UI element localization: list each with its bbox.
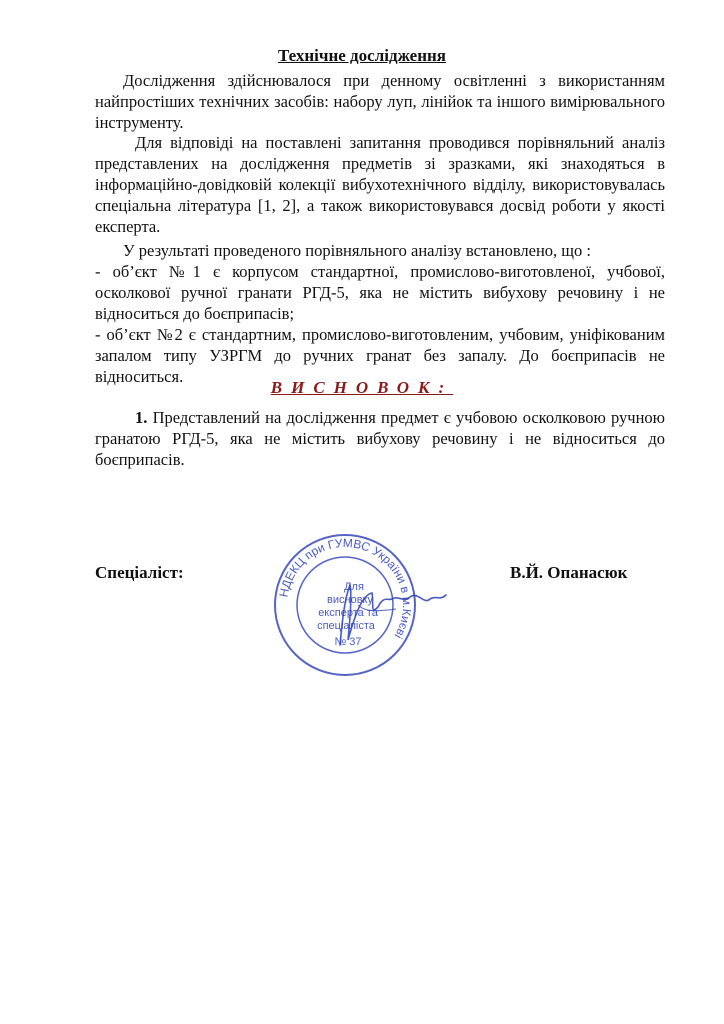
svg-text:№ 37: № 37 <box>334 636 362 648</box>
conclusion-item-number: 1. <box>135 408 148 427</box>
paragraph-text: У результаті проведеного порівняльного аналізу встановлено, що : <box>123 241 591 260</box>
svg-text:НДЕКЦ при ГУМВС України в м.Ки: НДЕКЦ при ГУМВС України в м.Києві <box>276 535 415 642</box>
conclusion-title: ВИСНОВОК: <box>270 378 454 397</box>
paragraph-analysis <box>95 132 665 237</box>
signature-name: В.Й. Опанасюк <box>510 563 628 582</box>
svg-text:Для: Для <box>344 581 364 593</box>
svg-text:висновку: висновку <box>327 594 373 606</box>
paragraph-text: Для відповіді на поставлені запитання проводився порівняльний аналіз представлених на дослідження предметів зі зразками, які знаходяться в інформаційно-довідковій колекції вибухотехнічного відділу, використовувалась спеціальна література [1, 2], а також використовувався досвід роботи у якості експерта. <box>95 133 665 236</box>
handwritten-signature-icon <box>300 565 460 655</box>
result-item-2: - об’єкт №2 є стандартним, промислово-виготовленим, учбовим, уніфікованим запалом типу УЗРГМ до ручних гранат без запалу. До боєприпасів не відноситься. <box>95 325 665 386</box>
result-item-1: - об’єкт №1 є корпусом стандартної, промислово-виготовленої, учбової, осколкової ручної гранати РГД-5, яка не містить вибухову речовину і не відноситься до боєприпасів; <box>95 262 665 323</box>
paragraph-text: Дослідження здійснювалося при денному освітленні з використанням найпростіших технічних засобів: набору луп, лінійок та іншого вимірювального інструменту. <box>95 71 665 132</box>
conclusion-item-text: Представлений на дослідження предмет є учбовою осколковою ручною гранатою РГД-5, яка не містить вибухову речовину і не відноситься до боєприпасів. <box>95 408 665 469</box>
paragraph-results <box>95 240 665 387</box>
svg-text:спеціаліста: спеціаліста <box>317 620 375 632</box>
conclusion-item <box>95 407 665 470</box>
signature-label: Спеціаліст: <box>95 563 184 582</box>
svg-text:експерта та: експерта та <box>318 607 378 619</box>
paragraph-methods <box>95 70 665 133</box>
section-heading: Технічне дослідження <box>277 46 447 65</box>
